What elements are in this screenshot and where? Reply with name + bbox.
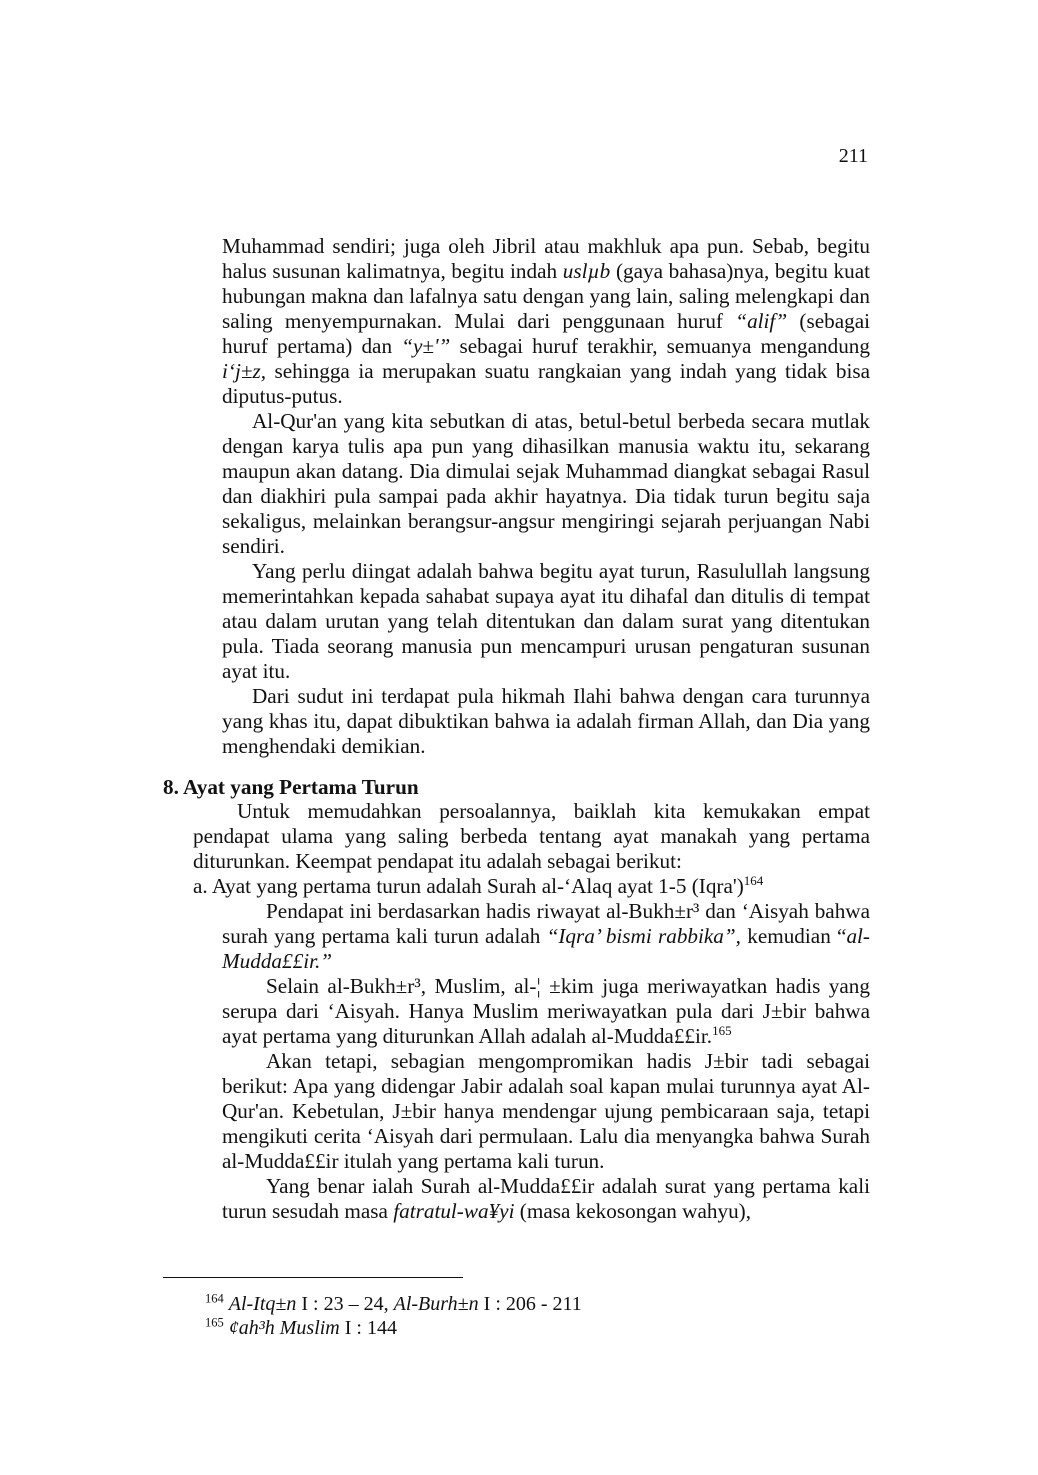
paragraph: Akan tetapi, sebagian mengompromikan hadis J±bir tadi sebagai berikut: Apa yang didengar Jabir adalah soal kapan mulai turunnya ayat Al-Qur'an. Kebetulan, J±bir hanya mendengar ujung pembicaraan saja, tetapi mengikuti cerita ‘Aisyah dari permulaan. Lalu dia menyangka bahwa Surah al-Mudda££ir itulah yang pertama kali turun. [222, 1049, 870, 1173]
footnote-ref: 164 [743, 872, 764, 888]
paragraph: Yang perlu diingat adalah bahwa begitu ayat turun, Rasulullah langsung memerintahkan kepada sahabat supaya ayat itu dihafal dan ditulis di tempat atau dalam urutan yang telah ditentukan dan dalam surat yang ditentukan pula. Tiada seorang manusia pun mencampuri urusan pengaturan susunan ayat itu. [222, 559, 870, 683]
page-number: 211 [838, 145, 868, 167]
paragraph: Selain al-Bukh±r³, Muslim, al-¦ ±kim juga meriwayatkan hadis yang serupa dari ‘Aisyah. Hanya Muslim meriwayatkan pula dari J±bir bahwa ayat pertama yang diturunkan Allah adalah al-Mudda££ir.$^{165}$ [222, 974, 870, 1048]
intro-text [193, 799, 870, 874]
footnote-separator [163, 1277, 463, 1278]
paragraph: Al-Qur'an yang kita sebutkan di atas, betul-betul berbeda secara mutlak dengan karya tulis apa pun yang dihasilkan manusia waktu itu, sekarang maupun akan datang. Dia dimulai sejak Muhammad diangkat sebagai Rasul dan diakhiri pula sampai pada akhir hayatnya. Dia tidak turun begitu saja sekaligus, melainkan berangsur-angsur mengiringi sejarah perjuangan Nabi sendiri. [222, 409, 870, 558]
body-text-top [222, 234, 870, 759]
paragraph: Untuk memudahkan persoalannya, baiklah kita kemukakan empat pendapat ulama yang saling berbeda tentang ayat manakah yang pertama diturunkan. Keempat pendapat itu adalah sebagai berikut: [193, 799, 870, 873]
footnote: $^{165}$ ¢ah³h Muslim I : 144 [205, 1315, 397, 1339]
footnote: $^{164}$ Al-Itq±n I : 23 – 24, Al-Burh±n I : 206 - 211 [205, 1291, 582, 1315]
paragraph: Yang benar ialah Surah al-Mudda££ir adalah surat yang pertama kali turun sesudah masa fatratul-wa¥yi (masa kekosongan wahyu), [222, 1174, 870, 1223]
body-text-sub [222, 899, 870, 1224]
paragraph: Muhammad sendiri; juga oleh Jibril atau makhluk apa pun. Sebab, begitu halus susunan kalimatnya, begitu indah uslµb (gaya bahasa)nya, begitu kuat hubungan makna dan lafalnya satu dengan yang lain, saling melengkapi dan saling menyempurnakan. Mulai dari penggunaan huruf “alif” (sebagai huruf pertama) dan “y±'” sebagai huruf terakhir, semuanya mengandung i‘j±z, sehingga ia merupakan suatu rangkaian yang indah yang tidak bisa diputus-putus. [222, 234, 870, 408]
paragraph: Pendapat ini berdasarkan hadis riwayat al-Bukh±r³ dan ‘Aisyah bahwa surah yang pertama kali turun adalah “Iqra’ bismi rabbika”, kemudian “al-Mudda££ir.” [222, 899, 870, 973]
footnote-ref: 165 [712, 1022, 732, 1038]
section-heading: 8. Ayat yang Pertama Turun [163, 775, 419, 799]
footnotes [205, 1292, 865, 1340]
paragraph: Dari sudut ini terdapat pula hikmah Ilahi bahwa dengan cara turunnya yang khas itu, dapat dibuktikan bahwa ia adalah firman Allah, dan Dia yang menghendaki demikian. [222, 684, 870, 758]
list-item-a: a. Ayat yang pertama turun adalah Surah al-‘Alaq ayat 1-5 (Iqra')$^{164}$ [193, 872, 764, 898]
